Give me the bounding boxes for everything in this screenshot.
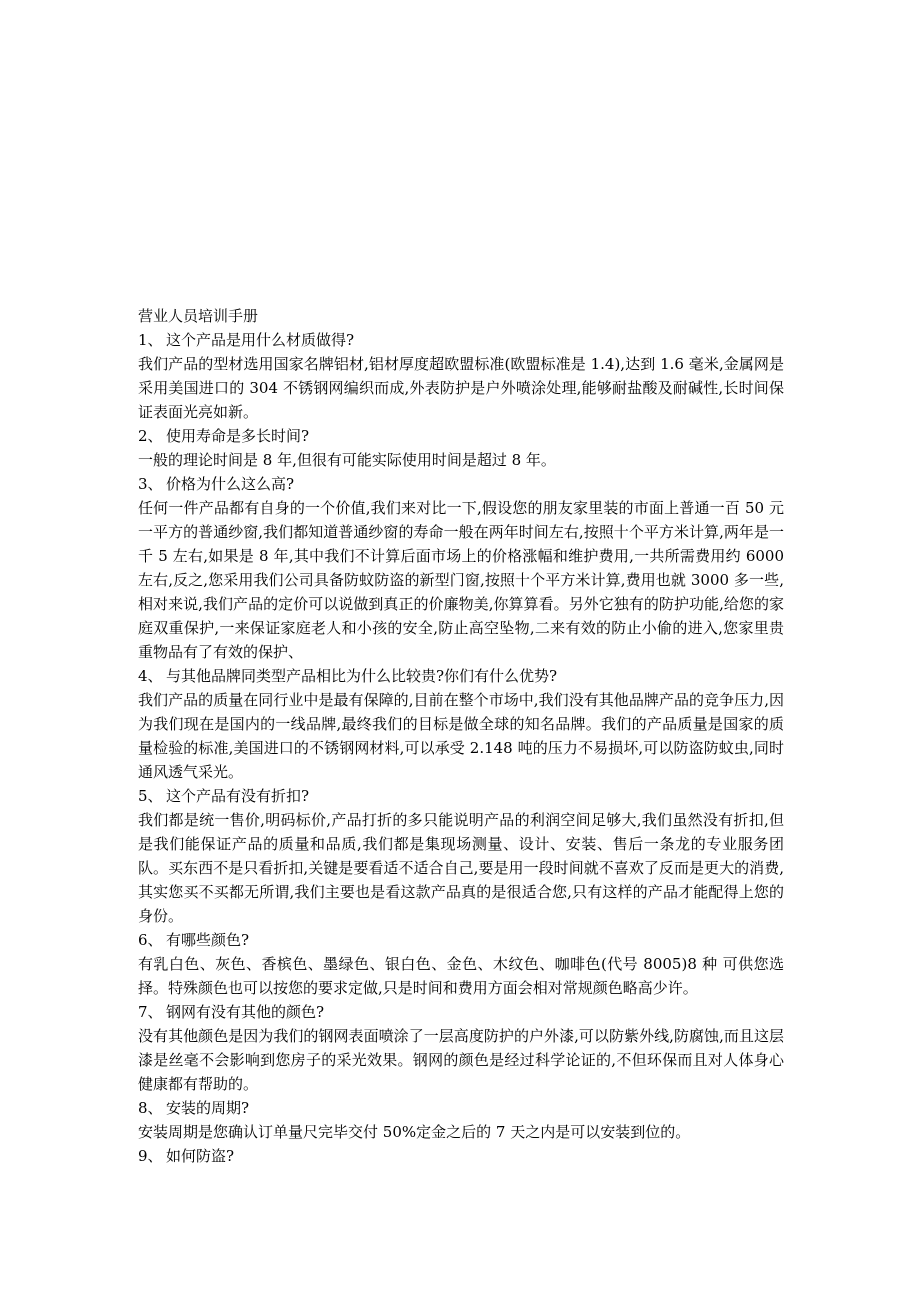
question-text: 钢网有没有其他的颜色? <box>166 1003 325 1021</box>
document-page <box>138 304 784 1168</box>
answer-7: 没有其他颜色是因为我们的钢网表面喷涂了一层高度防护的户外漆,可以防紫外线,防腐蚀,而且这层漆是丝毫不会影响到您房子的采光效果。钢网的颜色是经过科学论证的,不但环保而且对人体身心健康都有帮助的。 <box>138 1027 784 1093</box>
question-4 <box>138 664 784 688</box>
qa-item-2 <box>138 424 784 472</box>
question-number: 6、 <box>138 931 163 949</box>
question-6 <box>138 928 784 952</box>
answer-8: 安装周期是您确认订单量尺完毕交付 50%定金之后的 7 天之内是可以安装到位的。 <box>138 1123 691 1141</box>
qa-item-6 <box>138 928 784 1000</box>
question-3 <box>138 472 784 496</box>
question-text: 使用寿命是多长时间? <box>166 427 310 445</box>
question-text: 价格为什么这么高? <box>166 475 295 493</box>
answer-1: 我们产品的型材选用国家名牌铝材,铝材厚度超欧盟标准(欧盟标准是 1.4),达到 1.6 毫米,金属网是采用美国进口的 304 不锈钢网编织而成,外表防护是户外喷涂处理,能够耐盐酸及耐碱性,长时间保证表面光亮如新。 <box>138 355 784 421</box>
question-text: 有哪些颜色? <box>166 931 250 949</box>
document-title: 营业人员培训手册 <box>138 307 259 325</box>
question-number: 4、 <box>138 667 163 685</box>
question-number: 1、 <box>138 331 163 349</box>
qa-item-8 <box>138 1096 784 1144</box>
question-text: 与其他品牌同类型产品相比为什么比较贵?你们有什么优势? <box>166 667 558 685</box>
answer-3: 任何一件产品都有自身的一个价值,我们来对比一下,假设您的朋友家里装的市面上普通一百 50 元一平方的普通纱窗,我们都知道普通纱窗的寿命一般在两年时间左右,按照十个平方米计算,两年是一千 5 左右,如果是 8 年,其中我们不计算后面市场上的价格涨幅和维护费用,一共所需费用约 6000 左右,反之,您采用我们公司具备防蚊防盗的新型门窗,按照十个平方米计算,费用也就 3000 多一些,相对来说,我们产品的定价可以说做到真正的价廉物美,你算算看。另外它独有的防护功能,给您的家庭双重保护,一来保证家庭老人和小孩的安全,防止高空坠物,二来有效的防止小偷的进入,您家里贵重物品有了有效的保护、 <box>138 499 784 661</box>
question-1 <box>138 328 784 352</box>
question-number: 7、 <box>138 1003 163 1021</box>
question-number: 3、 <box>138 475 163 493</box>
question-text: 安装的周期? <box>166 1099 250 1117</box>
qa-item-9 <box>138 1144 784 1168</box>
question-number: 9、 <box>138 1147 163 1165</box>
question-2 <box>138 424 784 448</box>
answer-4: 我们产品的质量在同行业中是最有保障的,目前在整个市场中,我们没有其他品牌产品的竞争压力,因为我们现在是国内的一线品牌,最终我们的目标是做全球的知名品牌。我们的产品质量是国家的质量检验的标准,美国进口的不锈钢网材料,可以承受 2.148 吨的压力不易损坏,可以防盗防蚊虫,同时通风透气采光。 <box>138 691 784 781</box>
question-number: 5、 <box>138 787 163 805</box>
qa-item-3 <box>138 472 784 664</box>
question-7 <box>138 1000 784 1024</box>
answer-2: 一般的理论时间是 8 年,但很有可能实际使用时间是超过 8 年。 <box>138 451 556 469</box>
question-text: 这个产品是用什么材质做得? <box>166 331 355 349</box>
qa-item-4 <box>138 664 784 784</box>
answer-5: 我们都是统一售价,明码标价,产品打折的多只能说明产品的利润空间足够大,我们虽然没有折扣,但是我们能保证产品的质量和品质,我们都是集现场测量、设计、安装、售后一条龙的专业服务团队。买东西不是只看折扣,关键是要看适不适合自己,要是用一段时间就不喜欢了反而是更大的消费,其实您买不买都无所谓,我们主要也是看这款产品真的是很适合您,只有这样的产品才能配得上您的身份。 <box>138 811 784 925</box>
question-8 <box>138 1096 784 1120</box>
qa-item-7 <box>138 1000 784 1096</box>
question-number: 2、 <box>138 427 163 445</box>
question-text: 这个产品有没有折扣? <box>166 787 310 805</box>
answer-6: 有乳白色、灰色、香槟色、墨绿色、银白色、金色、木纹色、咖啡色(代号 8005)8 种 可供您选择。特殊颜色也可以按您的要求定做,只是时间和费用方面会相对常规颜色略高少许。 <box>138 955 784 997</box>
question-5 <box>138 784 784 808</box>
qa-item-1 <box>138 328 784 424</box>
question-text: 如何防盗? <box>166 1147 235 1165</box>
question-number: 8、 <box>138 1099 163 1117</box>
question-9 <box>138 1144 784 1168</box>
qa-item-5 <box>138 784 784 928</box>
